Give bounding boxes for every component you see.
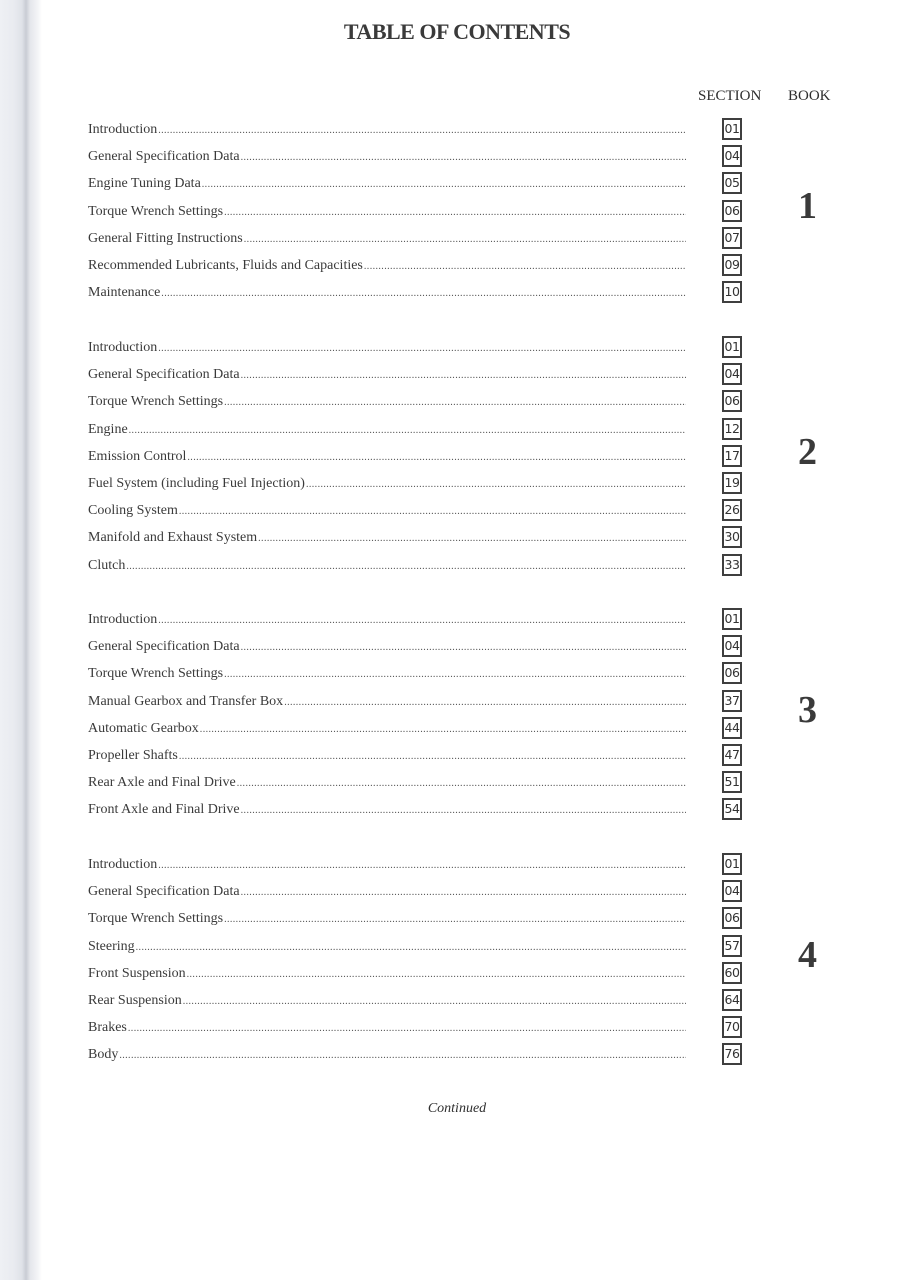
section-number-box: 33 [722, 554, 742, 576]
section-number-box: 70 [722, 1016, 742, 1038]
section-number-box: 64 [722, 989, 742, 1011]
toc-row[interactable] [88, 907, 914, 934]
section-number-box: 06 [722, 200, 742, 222]
entry-title[interactable]: General Specification Data [88, 367, 240, 383]
dot-leader [258, 533, 686, 544]
section-number-box: 12 [722, 418, 742, 440]
section-number-box: 01 [722, 853, 742, 875]
toc-row[interactable] [88, 717, 914, 744]
dot-leader [244, 234, 686, 245]
toc-row[interactable] [88, 499, 914, 526]
page-title: TABLE OF CONTENTS [343, 19, 571, 44]
toc-row[interactable] [88, 145, 914, 172]
toc-row[interactable] [88, 690, 914, 717]
entry-title[interactable]: Torque Wrench Settings [88, 394, 224, 410]
dot-leader [136, 942, 686, 953]
book-number: 1 [798, 185, 817, 227]
entry-title[interactable]: Torque Wrench Settings [88, 911, 224, 927]
dot-leader [158, 125, 686, 136]
section-number-box: 57 [722, 935, 742, 957]
dot-leader [200, 724, 686, 735]
section-number-box: 04 [722, 363, 742, 385]
section-number-box: 06 [722, 662, 742, 684]
section-number-box: 01 [722, 608, 742, 630]
entry-title[interactable]: Emission Control [88, 448, 187, 464]
toc-row[interactable] [88, 526, 914, 553]
dot-leader [187, 452, 686, 463]
dot-leader [158, 615, 686, 626]
dot-leader [119, 1050, 686, 1061]
toc-row[interactable] [88, 390, 914, 417]
section-number-box: 06 [722, 390, 742, 412]
dot-leader [306, 479, 686, 490]
toc-row[interactable] [88, 771, 914, 798]
entry-title[interactable]: Manual Gearbox and Transfer Box [88, 693, 284, 709]
book-group-4 [88, 853, 914, 1071]
dot-leader [224, 669, 686, 680]
entry-title[interactable]: Front Axle and Final Drive [88, 802, 240, 818]
entry-title[interactable]: General Specification Data [88, 149, 240, 165]
section-number-box: 04 [722, 635, 742, 657]
toc-row[interactable] [88, 418, 914, 445]
section-number-box: 17 [722, 445, 742, 467]
toc-row[interactable] [88, 445, 914, 472]
entry-title[interactable]: Brakes [88, 1020, 127, 1036]
dot-leader [241, 152, 686, 163]
section-number-box: 04 [722, 145, 742, 167]
entry-title[interactable]: Fuel System (including Fuel Injection) [88, 475, 305, 491]
book-number: 2 [798, 431, 817, 473]
entry-title[interactable]: Clutch [88, 557, 126, 573]
book-group-3 [88, 608, 914, 826]
entry-title[interactable]: Maintenance [88, 285, 161, 301]
toc-row[interactable] [88, 200, 914, 227]
dot-leader [284, 697, 686, 708]
entry-title[interactable]: General Specification Data [88, 884, 240, 900]
section-number-box: 51 [722, 771, 742, 793]
entry-title[interactable]: Introduction [88, 340, 158, 355]
toc-row[interactable] [88, 281, 914, 308]
entry-title[interactable]: Cooling System [88, 503, 178, 519]
entry-title[interactable]: General Specification Data [88, 639, 240, 655]
entry-title[interactable]: Introduction [88, 122, 158, 137]
entry-title[interactable]: Torque Wrench Settings [88, 666, 224, 682]
continued-note: Continued [427, 1101, 487, 1116]
column-header-section: SECTION [698, 88, 762, 104]
dot-leader [158, 343, 686, 354]
toc-row[interactable] [88, 254, 914, 281]
toc-row[interactable] [88, 853, 914, 880]
entry-title[interactable]: General Fitting Instructions [88, 230, 243, 246]
section-number-box: 01 [722, 336, 742, 358]
toc-row[interactable] [88, 472, 914, 499]
section-number-box: 76 [722, 1043, 742, 1065]
dot-leader [241, 887, 686, 898]
toc-row[interactable] [88, 608, 914, 635]
toc-row[interactable] [88, 798, 914, 825]
toc-row[interactable] [88, 935, 914, 962]
entry-title[interactable]: Manifold and Exhaust System [88, 530, 258, 546]
toc-row[interactable] [88, 172, 914, 199]
book-group-2 [88, 336, 914, 581]
entry-title[interactable]: Engine Tuning Data [88, 176, 201, 192]
section-number-box: 09 [722, 254, 742, 276]
dot-leader [128, 1023, 686, 1034]
entry-title[interactable]: Front Suspension [88, 965, 186, 981]
toc-row[interactable] [88, 662, 914, 689]
dot-leader [126, 561, 686, 572]
entry-title[interactable]: Introduction [88, 612, 158, 627]
toc-row[interactable] [88, 1043, 914, 1070]
section-number-box: 30 [722, 526, 742, 548]
entry-title[interactable]: Introduction [88, 857, 158, 872]
dot-leader [224, 914, 686, 925]
entry-title[interactable]: Automatic Gearbox [88, 720, 199, 736]
dot-leader [224, 397, 686, 408]
entry-title[interactable]: Rear Suspension [88, 992, 182, 1008]
column-header-book: BOOK [788, 88, 831, 104]
entry-title[interactable]: Body [88, 1047, 119, 1063]
toc-row[interactable] [88, 554, 914, 581]
entry-title[interactable]: Engine [88, 421, 128, 437]
dot-leader [158, 860, 686, 871]
dot-leader [187, 969, 686, 980]
toc-row[interactable] [88, 962, 914, 989]
section-number-box: 01 [722, 118, 742, 140]
entry-title[interactable]: Rear Axle and Final Drive [88, 775, 236, 791]
book-group-1 [88, 118, 914, 308]
page-gutter-shadow [0, 0, 42, 1280]
dot-leader [241, 642, 686, 653]
section-number-box: 60 [722, 962, 742, 984]
dot-leader [161, 288, 686, 299]
entry-title[interactable]: Propeller Shafts [88, 747, 178, 763]
section-number-box: 44 [722, 717, 742, 739]
section-number-box: 37 [722, 690, 742, 712]
section-number-box: 05 [722, 172, 742, 194]
section-number-box: 04 [722, 880, 742, 902]
dot-leader [237, 778, 686, 789]
section-number-box: 47 [722, 744, 742, 766]
toc-row[interactable] [88, 118, 914, 145]
toc-row[interactable] [88, 880, 914, 907]
toc-row[interactable] [88, 989, 914, 1016]
entry-title[interactable]: Torque Wrench Settings [88, 203, 224, 219]
toc-row[interactable] [88, 744, 914, 771]
section-number-box: 07 [722, 227, 742, 249]
toc-row[interactable] [88, 336, 914, 363]
section-number-box: 10 [722, 281, 742, 303]
dot-leader [179, 506, 686, 517]
section-number-box: 54 [722, 798, 742, 820]
section-number-box: 19 [722, 472, 742, 494]
dot-leader [179, 751, 686, 762]
book-number: 4 [798, 934, 817, 976]
entry-title[interactable]: Steering [88, 938, 135, 954]
dot-leader [364, 261, 686, 272]
dot-leader [183, 996, 686, 1007]
toc-row[interactable] [88, 635, 914, 662]
dot-leader [241, 805, 686, 816]
dot-leader [129, 425, 686, 436]
section-number-box: 06 [722, 907, 742, 929]
toc-row[interactable] [88, 227, 914, 254]
section-number-box: 26 [722, 499, 742, 521]
entry-title[interactable]: Recommended Lubricants, Fluids and Capacities [88, 257, 363, 273]
dot-leader [241, 370, 686, 381]
toc-row[interactable] [88, 363, 914, 390]
dot-leader [202, 179, 686, 190]
book-number: 3 [798, 689, 817, 731]
toc-row[interactable] [88, 1016, 914, 1043]
dot-leader [224, 207, 686, 218]
